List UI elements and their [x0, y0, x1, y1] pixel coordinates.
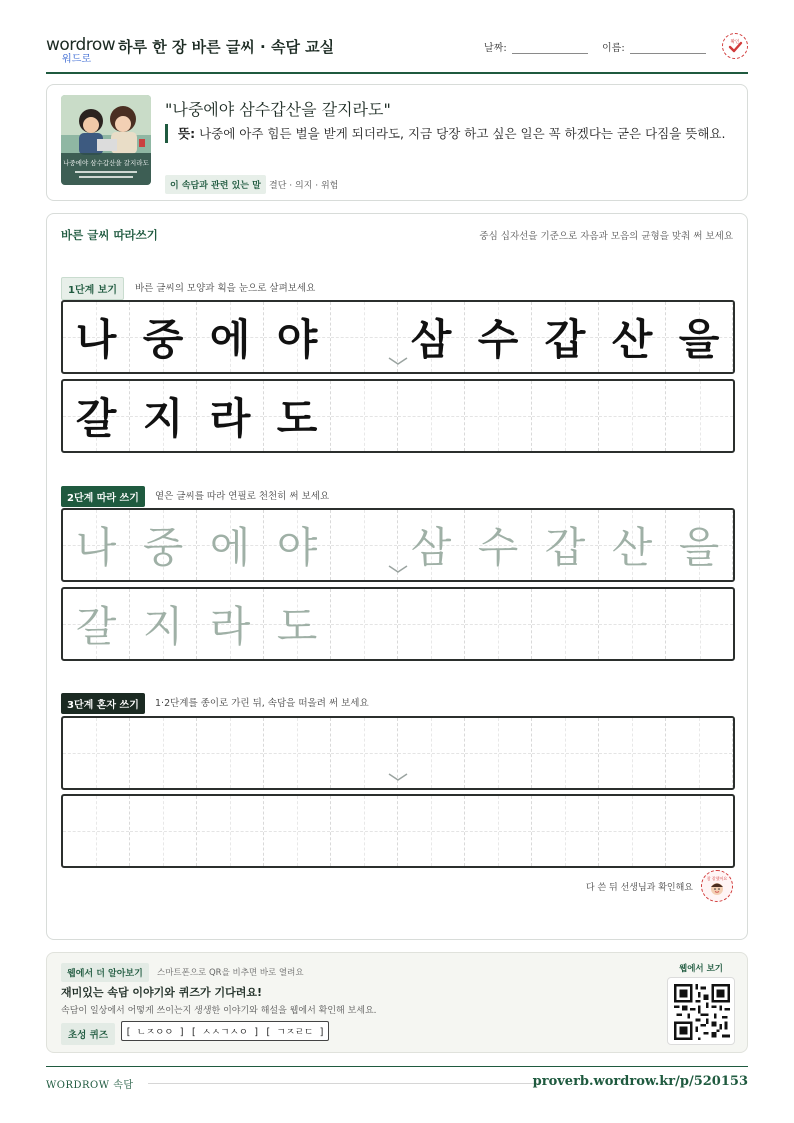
chevron-down-icon	[387, 772, 409, 782]
grid-cell	[130, 381, 197, 451]
grid-char: 갈	[75, 394, 117, 443]
practice-hint: 중심 십자선을 기준으로 자음과 모음의 균형을 맞춰 써 보세요	[479, 231, 733, 242]
grid-cell[interactable]	[264, 510, 331, 580]
grid-cell[interactable]	[63, 718, 130, 788]
grid-char: 중	[142, 523, 184, 572]
grid-cell[interactable]	[398, 589, 465, 659]
related-words-badge: 이 속담과 관련 있는 말	[165, 175, 266, 194]
quiz-badge: 초성 퀴즈	[61, 1023, 115, 1045]
grid-cell	[264, 381, 331, 451]
svg-text:나중에야 삼수갑산을 갈지라도: 나중에야 삼수갑산을 갈지라도	[63, 159, 149, 167]
grid-char: 갑	[544, 523, 586, 572]
grid-cell[interactable]	[465, 718, 532, 788]
proverb-meaning	[165, 124, 735, 143]
step3-line1[interactable]	[61, 716, 735, 790]
chevron-down-icon	[387, 564, 409, 574]
step3-line2[interactable]	[61, 794, 735, 868]
footer-url-link[interactable]: proverb.wordrow.kr/p/520153	[532, 1074, 748, 1089]
grid-char: 갈	[75, 602, 117, 651]
grid-cell[interactable]	[63, 589, 130, 659]
qr-code-icon[interactable]	[667, 977, 735, 1045]
grid-cell	[398, 381, 465, 451]
grid-char: 도	[276, 602, 318, 651]
grid-char: 산	[611, 523, 653, 572]
grid-char: 중	[142, 315, 184, 364]
grid-cell[interactable]	[197, 589, 264, 659]
grid-cell	[197, 381, 264, 451]
grid-char: 도	[276, 394, 318, 443]
related-words: 결단 · 의지 · 위험	[269, 181, 339, 191]
grid-cell[interactable]	[197, 718, 264, 788]
meaning-label: 뜻:	[178, 126, 196, 141]
date-label: 날짜:	[484, 43, 507, 54]
grid-cell[interactable]	[465, 589, 532, 659]
grid-char: 지	[142, 394, 184, 443]
qr-label: 웹에서 보기	[679, 964, 724, 974]
grid-cell[interactable]	[130, 510, 197, 580]
grid-cell	[666, 302, 733, 372]
grid-cell[interactable]	[398, 796, 465, 866]
grid-cell[interactable]	[465, 796, 532, 866]
grid-cell[interactable]	[532, 510, 599, 580]
step1-badge: 1단계 보기	[61, 277, 124, 300]
grid-cell[interactable]	[130, 589, 197, 659]
grid-cell[interactable]	[666, 718, 733, 788]
practice-title: 바른 글씨 따라쓰기	[61, 228, 158, 242]
grid-cell[interactable]	[599, 589, 666, 659]
step2-line2[interactable]	[61, 587, 735, 661]
grid-char: 에	[209, 523, 251, 572]
teacher-check-text: 다 쓴 뒤 선생님과 확인해요	[585, 883, 693, 893]
page-title: 하루 한 장 바른 글씨 · 속담 교실	[118, 38, 335, 56]
practice-section	[46, 213, 748, 940]
grid-cell[interactable]	[532, 589, 599, 659]
footer-brand: WORDROW 속담	[46, 1080, 134, 1091]
chosung-quiz: [ ㄴㅈㅇㅇ ] [ ㅅㅅㄱㅅㅇ ] [ ㄱㅈㄹㄷ ]	[121, 1021, 329, 1041]
grid-char: 지	[142, 602, 184, 651]
grid-cell[interactable]	[666, 589, 733, 659]
grid-char: 수	[477, 523, 519, 572]
grid-cell	[465, 302, 532, 372]
grid-cell[interactable]	[197, 510, 264, 580]
grid-cell[interactable]	[197, 796, 264, 866]
grid-char: 삼	[410, 523, 452, 572]
web-more-badge: 웹에서 더 알아보기	[61, 963, 149, 982]
proverb-title: "나중에야 삼수갑산을 갈지라도"	[165, 100, 391, 119]
grid-cell	[599, 302, 666, 372]
grid-cell	[63, 381, 130, 451]
grid-char: 갑	[544, 315, 586, 364]
svg-text:확인: 확인	[730, 40, 740, 45]
page-header	[46, 30, 748, 74]
grid-char: 라	[209, 394, 251, 443]
grid-cell[interactable]	[130, 796, 197, 866]
grid-cell[interactable]	[130, 718, 197, 788]
grid-char: 수	[477, 315, 519, 364]
grid-cell[interactable]	[599, 718, 666, 788]
name-field[interactable]	[630, 53, 706, 54]
grid-cell	[197, 302, 264, 372]
grid-cell[interactable]	[532, 796, 599, 866]
grid-cell[interactable]	[465, 510, 532, 580]
proverb-card	[46, 84, 748, 201]
wordrow-logo: wordrow	[46, 35, 116, 55]
web-more-box	[46, 952, 748, 1053]
grid-cell[interactable]	[264, 589, 331, 659]
footer-divider	[46, 1066, 748, 1067]
grid-char: 나	[75, 315, 117, 364]
chevron-down-icon	[387, 356, 409, 366]
grid-cell[interactable]	[666, 510, 733, 580]
name-label: 이름:	[602, 43, 625, 54]
grid-cell[interactable]	[331, 589, 398, 659]
step3-badge: 3단계 혼자 쓰기	[61, 693, 145, 714]
grid-cell	[130, 302, 197, 372]
grid-cell	[264, 302, 331, 372]
step2-line1[interactable]	[61, 508, 735, 582]
grid-cell[interactable]	[331, 796, 398, 866]
grid-cell	[465, 381, 532, 451]
grid-cell[interactable]	[264, 718, 331, 788]
svg-text:참 잘했어요: 참 잘했어요	[706, 876, 728, 881]
grid-cell[interactable]	[63, 796, 130, 866]
step2-desc: 옅은 글씨를 따라 연필로 천천히 써 보세요	[155, 491, 330, 502]
web-headline: 재미있는 속담 이야기와 퀴즈가 기다려요!	[61, 986, 262, 999]
grid-cell	[532, 302, 599, 372]
grid-cell	[666, 381, 733, 451]
web-more-desc: 스마트폰으로 QR을 비추면 바로 열려요	[157, 968, 304, 978]
grid-char: 삼	[410, 315, 452, 364]
logo-subtitle: 워드로	[62, 54, 91, 65]
grid-cell	[63, 302, 130, 372]
grid-cell[interactable]	[599, 510, 666, 580]
step3-desc: 1·2단계를 종이로 가린 뒤, 속담을 떠올려 써 보세요	[155, 698, 369, 709]
grid-char: 야	[276, 315, 318, 364]
check-stamp-icon	[722, 33, 748, 59]
date-field[interactable]	[512, 53, 588, 54]
grid-char: 라	[209, 602, 251, 651]
teacher-stamp-icon	[701, 870, 733, 902]
meaning-text: 나중에 아주 힘든 벌을 받게 되더라도, 지금 당장 하고 싶은 일은 꼭 하겠다는 굳은 다짐을 뜻해요.	[199, 126, 726, 141]
footer-rule	[148, 1083, 538, 1084]
grid-cell[interactable]	[599, 796, 666, 866]
grid-char: 을	[678, 315, 720, 364]
grid-cell	[599, 381, 666, 451]
step1-desc: 바른 글씨의 모양과 획을 눈으로 살펴보세요	[135, 283, 316, 294]
proverb-illustration	[61, 95, 151, 185]
step1-line1	[61, 300, 735, 374]
grid-cell[interactable]	[532, 718, 599, 788]
grid-cell	[532, 381, 599, 451]
grid-cell[interactable]	[666, 796, 733, 866]
grid-char: 나	[75, 523, 117, 572]
grid-char: 에	[209, 315, 251, 364]
grid-char: 을	[678, 523, 720, 572]
grid-cell[interactable]	[63, 510, 130, 580]
grid-char: 야	[276, 523, 318, 572]
step2-badge: 2단계 따라 쓰기	[61, 486, 145, 507]
grid-char: 산	[611, 315, 653, 364]
grid-cell	[331, 381, 398, 451]
step1-line2	[61, 379, 735, 453]
grid-cell[interactable]	[264, 796, 331, 866]
web-description: 속담이 일상에서 어떻게 쓰이는지 생생한 이야기와 해설을 웹에서 확인해 보세요.	[61, 1006, 377, 1016]
